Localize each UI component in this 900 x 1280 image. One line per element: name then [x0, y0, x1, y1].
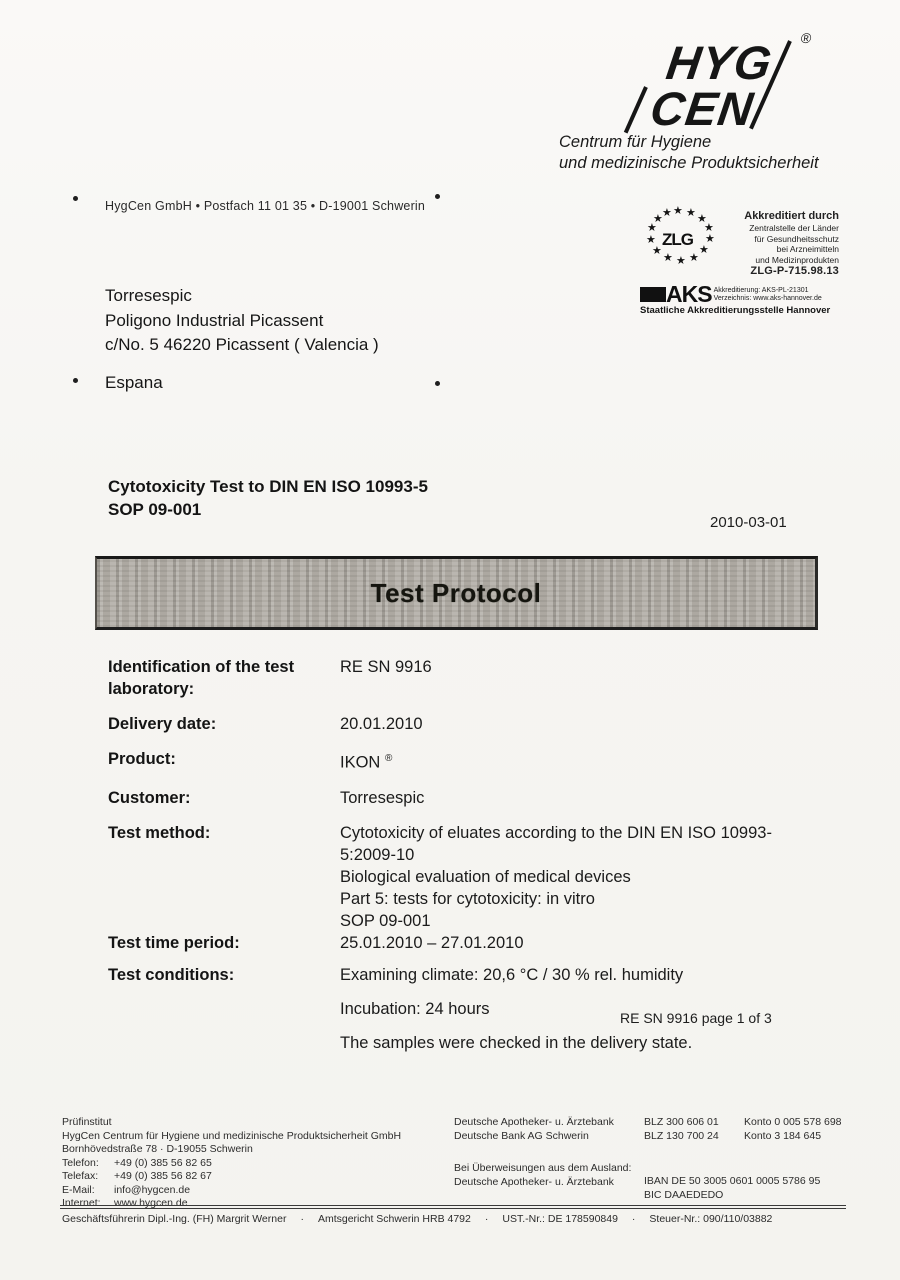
contact-value: +49 (0) 385 56 82 67 [114, 1170, 212, 1182]
field-label: Test method: [108, 823, 211, 842]
star-icon: ★ [646, 234, 656, 246]
zlg-star-emblem [642, 205, 728, 278]
hygcen-logo [545, 30, 885, 183]
bank-name: Deutsche Bank AG Schwerin [454, 1129, 589, 1142]
recipient-street: Poligono Industrial Picassent [105, 310, 324, 330]
recipient-address [105, 284, 379, 395]
contact-value: +49 (0) 385 56 82 65 [114, 1156, 212, 1169]
page-reference: RE SN 9916 page 1 of 3 [620, 1010, 772, 1026]
footer-contact-row [62, 1170, 442, 1184]
aks-line: Akkreditierung: AKS-PL-21301 [713, 287, 809, 294]
zlg-line: für Gesundheitsschutz [754, 233, 839, 244]
test-method-line: Biological evaluation of medical devices [340, 867, 631, 886]
footer-institute-address: Bornhövedstraße 78 · D-19055 Schwerin [62, 1143, 253, 1155]
star-icon: ★ [697, 213, 707, 225]
bic-value: BIC DAAEDEDO [644, 1188, 724, 1201]
recipient-city: c/No. 5 46220 Picassent ( Valencia ) [105, 335, 379, 354]
star-icon: ★ [653, 213, 663, 225]
logo-slash-icon [624, 86, 648, 133]
test-method-line: SOP 09-001 [340, 911, 431, 930]
footer-legal-line [62, 1213, 848, 1227]
zlg-line: bei Arzneimitteln [776, 244, 839, 254]
zlg-line: und Medizinprodukten [755, 254, 839, 265]
separator-dot: · [484, 1213, 489, 1225]
contact-label: E-Mail: [62, 1183, 95, 1196]
field-row-delivery-date [108, 713, 824, 735]
zlg-line: Akkreditiert durch [744, 210, 839, 222]
zlg-emblem-text: ZLG [662, 230, 693, 249]
footer-institute-label: Prüfinstitut [62, 1116, 112, 1128]
registered-trademark-icon: ® [799, 30, 814, 46]
footer-konto-block [744, 1116, 864, 1143]
subject-line1: Cytotoxicity Test to DIN EN ISO 10993-5 [108, 477, 428, 496]
star-icon: ★ [699, 244, 709, 256]
separator-dot: · [300, 1213, 304, 1225]
separator-dot: · [631, 1213, 636, 1225]
foreign-bank-name: Deutsche Apotheker- u. Ärztebank [454, 1175, 614, 1188]
iban-value: IBAN DE 50 3005 0601 0005 5786 95 [644, 1175, 821, 1187]
field-value [340, 822, 824, 932]
field-row-identification [108, 656, 824, 700]
star-icon: ★ [663, 252, 673, 264]
fold-mark-dot [435, 381, 440, 386]
tax-number: Steuer-Nr.: 090/110/03882 [649, 1213, 773, 1225]
bank-blz: BLZ 300 606 01 [644, 1116, 719, 1128]
star-icon: ★ [686, 207, 696, 219]
registry-court: Amtsgericht Schwerin HRB 4792 [317, 1213, 471, 1225]
zlg-line: Zentralstelle der Länder [749, 223, 839, 233]
recipient-country: Espana [105, 372, 163, 392]
footer-institute-block [62, 1116, 442, 1211]
footer-institute-name: HygCen Centrum für Hygiene und medizinische Produktsicherheit GmbH [62, 1129, 402, 1142]
star-icon: ★ [676, 255, 686, 267]
document-date: 2010-03-01 [710, 514, 787, 531]
star-icon: ★ [662, 207, 672, 219]
product-name: IKON [340, 753, 381, 772]
subject-line2: SOP 09-001 [108, 500, 202, 519]
fold-mark-dot [73, 196, 78, 201]
footer-divider-rule [60, 1205, 846, 1209]
logo-word-cen: CEN [647, 82, 757, 135]
footer-banks-block [454, 1116, 634, 1143]
star-icon: ★ [704, 222, 714, 234]
footer-iban-block [644, 1175, 864, 1202]
bank-konto: Konto 3 184 645 [744, 1129, 822, 1142]
zlg-accreditation-number: ZLG-P-715.98.13 [750, 265, 839, 277]
test-conditions-line: The samples were checked in the delivery state. [340, 1033, 693, 1052]
field-value: RE SN 9916 [340, 658, 432, 676]
fold-mark-dot [435, 194, 440, 199]
test-conditions-line: Examining climate: 20,6 °C / 30 % rel. humidity [340, 965, 684, 984]
field-row-customer [108, 787, 824, 809]
star-icon: ★ [673, 205, 683, 217]
footer-foreign-transfer-block [454, 1162, 634, 1189]
contact-value: www.hygcen.de [114, 1197, 188, 1209]
contact-label: Telefax: [62, 1170, 99, 1182]
footer-contact-row [62, 1184, 442, 1198]
field-row-test-conditions [108, 964, 824, 1054]
star-icon: ★ [705, 233, 715, 245]
fold-mark-dot [73, 378, 78, 383]
registered-trademark-icon: ® [384, 753, 393, 764]
aks-accreditation-block [640, 281, 850, 316]
star-icon: ★ [652, 245, 662, 257]
field-row-product [108, 748, 824, 774]
zlg-accreditation-text [735, 210, 839, 278]
star-icon: ★ [647, 222, 657, 234]
contact-label: Telefon: [62, 1156, 99, 1169]
logo-word-hyg: HYG [663, 36, 776, 89]
managing-director: Geschäftsführerin Dipl.-Ing. (FH) Margrit Werner [62, 1213, 287, 1225]
field-value [340, 964, 824, 1054]
field-value [340, 748, 824, 774]
field-row-test-method [108, 822, 824, 932]
test-protocol-banner [95, 556, 818, 630]
field-value: 20.01.2010 [340, 715, 423, 733]
bank-blz: BLZ 130 700 24 [644, 1129, 719, 1142]
field-label: Product: [108, 750, 176, 768]
spacer [105, 358, 379, 371]
aks-line: Verzeichnis: www.aks-hannover.de [713, 295, 822, 302]
logo-subtitle-line1: Centrum für Hygiene [559, 133, 712, 151]
field-label: Identification of the test laboratory: [108, 658, 295, 698]
star-icon: ★ [689, 252, 699, 264]
logo-subtitle-line2: und medizinische Produktsicherheit [559, 154, 819, 172]
recipient-name: Torresespic [105, 286, 192, 305]
aks-bottom-line: Staatliche Akkreditierungsstelle Hannover [640, 305, 831, 316]
contact-label: Internet: [62, 1197, 101, 1209]
aks-small-text [714, 287, 822, 303]
test-conditions-line: Incubation: 24 hours [340, 999, 490, 1018]
footer-contact-row [62, 1157, 442, 1171]
footer-blz-block [644, 1116, 739, 1143]
field-value: Torresespic [340, 788, 425, 807]
field-label: Customer: [108, 788, 191, 807]
field-label: Delivery date: [108, 715, 217, 733]
aks-logo-text: AKS [666, 281, 712, 307]
bank-konto: Konto 0 005 578 698 [744, 1116, 842, 1128]
document-subject [108, 475, 428, 521]
foreign-transfer-header: Bei Überweisungen aus dem Ausland: [454, 1162, 632, 1174]
sender-address-line: HygCen GmbH • Postfach 11 01 35 • D-19001 Schwerin [105, 199, 426, 213]
banner-title: Test Protocol [370, 577, 542, 608]
field-row-test-time-period [108, 932, 824, 954]
field-label: Test time period: [108, 933, 240, 952]
protocol-fields-table [108, 656, 824, 1067]
field-label: Test conditions: [108, 965, 235, 984]
field-value: 25.01.2010 – 27.01.2010 [340, 933, 524, 952]
aks-logo-icon [640, 287, 666, 302]
bank-name: Deutsche Apotheker- u. Ärztebank [454, 1116, 614, 1128]
vat-number: UST.-Nr.: DE 178590849 [502, 1213, 618, 1225]
test-method-line: Part 5: tests for cytotoxicity: in vitro [340, 889, 595, 908]
test-method-line: Cytotoxicity of eluates according to the DIN EN ISO 10993-5:2009-10 [340, 823, 772, 864]
contact-value: info@hygcen.de [114, 1183, 191, 1196]
